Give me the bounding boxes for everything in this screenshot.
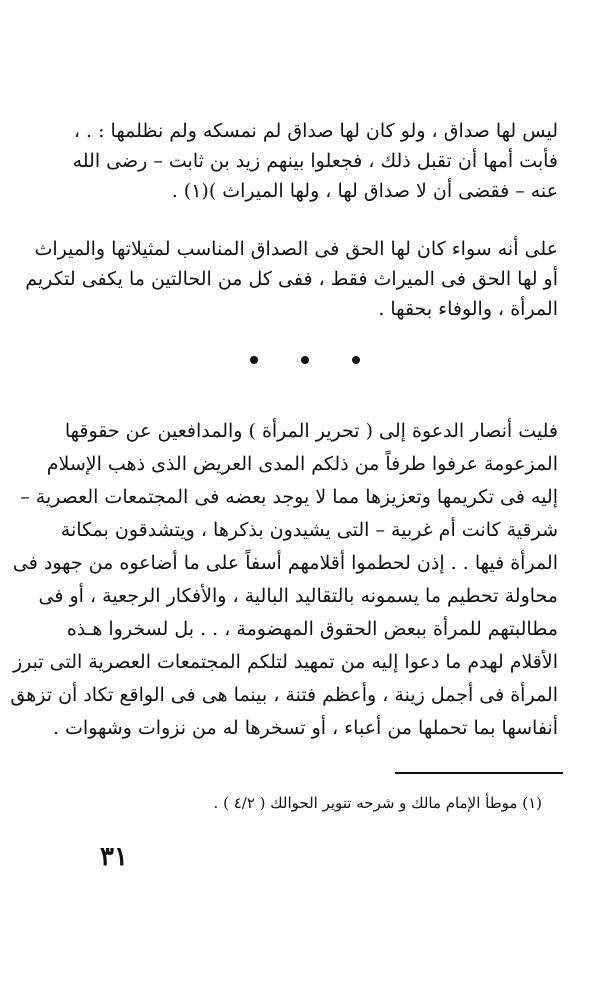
paragraph-3-line-9: المرأة فى أجمل زينة ، وأعظم فتنة ، بينما هى فى الواقع تكاد أن تزهق	[10, 684, 558, 706]
paragraph-3-line-7: مطالبتهم للمرأة ببعض الحقوق المهضومة ، . . بل لسخروا هـذه	[66, 618, 558, 640]
separator-dot	[352, 356, 360, 364]
paragraph-2-line-3: المرأة ، والوفاء بحقها .	[378, 298, 558, 320]
paragraph-1-line-1: ليس لها صداق ، ولو كان لها صداق لم نمسكه ولم نظلمها : . ،	[73, 120, 558, 142]
paragraph-3-line-2: المزعومة عرفوا طرفاً من ذلكم المدى العريض الذى ذهب الإسلام	[46, 453, 558, 475]
separator-dot	[250, 356, 258, 364]
paragraph-1-line-3: عنه – فقضى أن لا صداق لها ، ولها الميراث )(١) .	[171, 180, 558, 202]
footnote: (١) موطأ الإمام مالك و شرحه تنوير الحوالك ( ٤/٢ ) .	[213, 794, 542, 812]
paragraph-3-line-3: إليه فى تكريمها وتعزيزها مما لا يوجد بعضه فى المجتمعات العصرية –	[20, 486, 558, 508]
paragraph-2-line-2: أو لها الحق فى الميراث فقط ، ففى كل من الحالتين ما يكفى لتكريم	[25, 268, 558, 290]
separator-dot	[301, 356, 309, 364]
paragraph-3-line-10: أنفاسها بما تحملها من أعباء ، أو تسخرها له من نزوات وشهوات .	[52, 717, 558, 739]
page-number: ٣١	[100, 842, 128, 872]
paragraph-3-line-4: شرقية كانت أم غربية – التى يشيدون بذكرها ، ويتشدقون بمكانة	[60, 519, 558, 541]
paragraph-1-line-2: فأبت أمها أن تقبل ذلك ، فجعلوا بينهم زيد بن ثابت – رضى الله	[72, 150, 558, 172]
paragraph-3-line-8: الأقلام لهدم ما دعوا إليه من تمهيد لتلكم المجتمعات العصرية التى تبرز	[12, 651, 558, 673]
paragraph-3-line-1: فليت أنصار الدعوة إلى ( تحرير المرأة ) والمدافعين عن حقوقها	[64, 420, 558, 442]
paragraph-3-line-6: محاولة تحطيم ما يسمونه بالتقاليد البالية ، والأفكار الرجعية ، أو فى	[38, 585, 558, 607]
paragraph-3-line-5: المرأة فيها . . إذن لحطموا أقلامهم أسفاً على ما أضاعوه من جهود فى	[12, 552, 558, 574]
section-separator	[250, 350, 360, 370]
footnote-divider	[395, 772, 563, 774]
paragraph-2-line-1: على أنه سواء كان لها الحق فى الصداق المناسب لمثيلاتها والميراث	[34, 238, 558, 260]
